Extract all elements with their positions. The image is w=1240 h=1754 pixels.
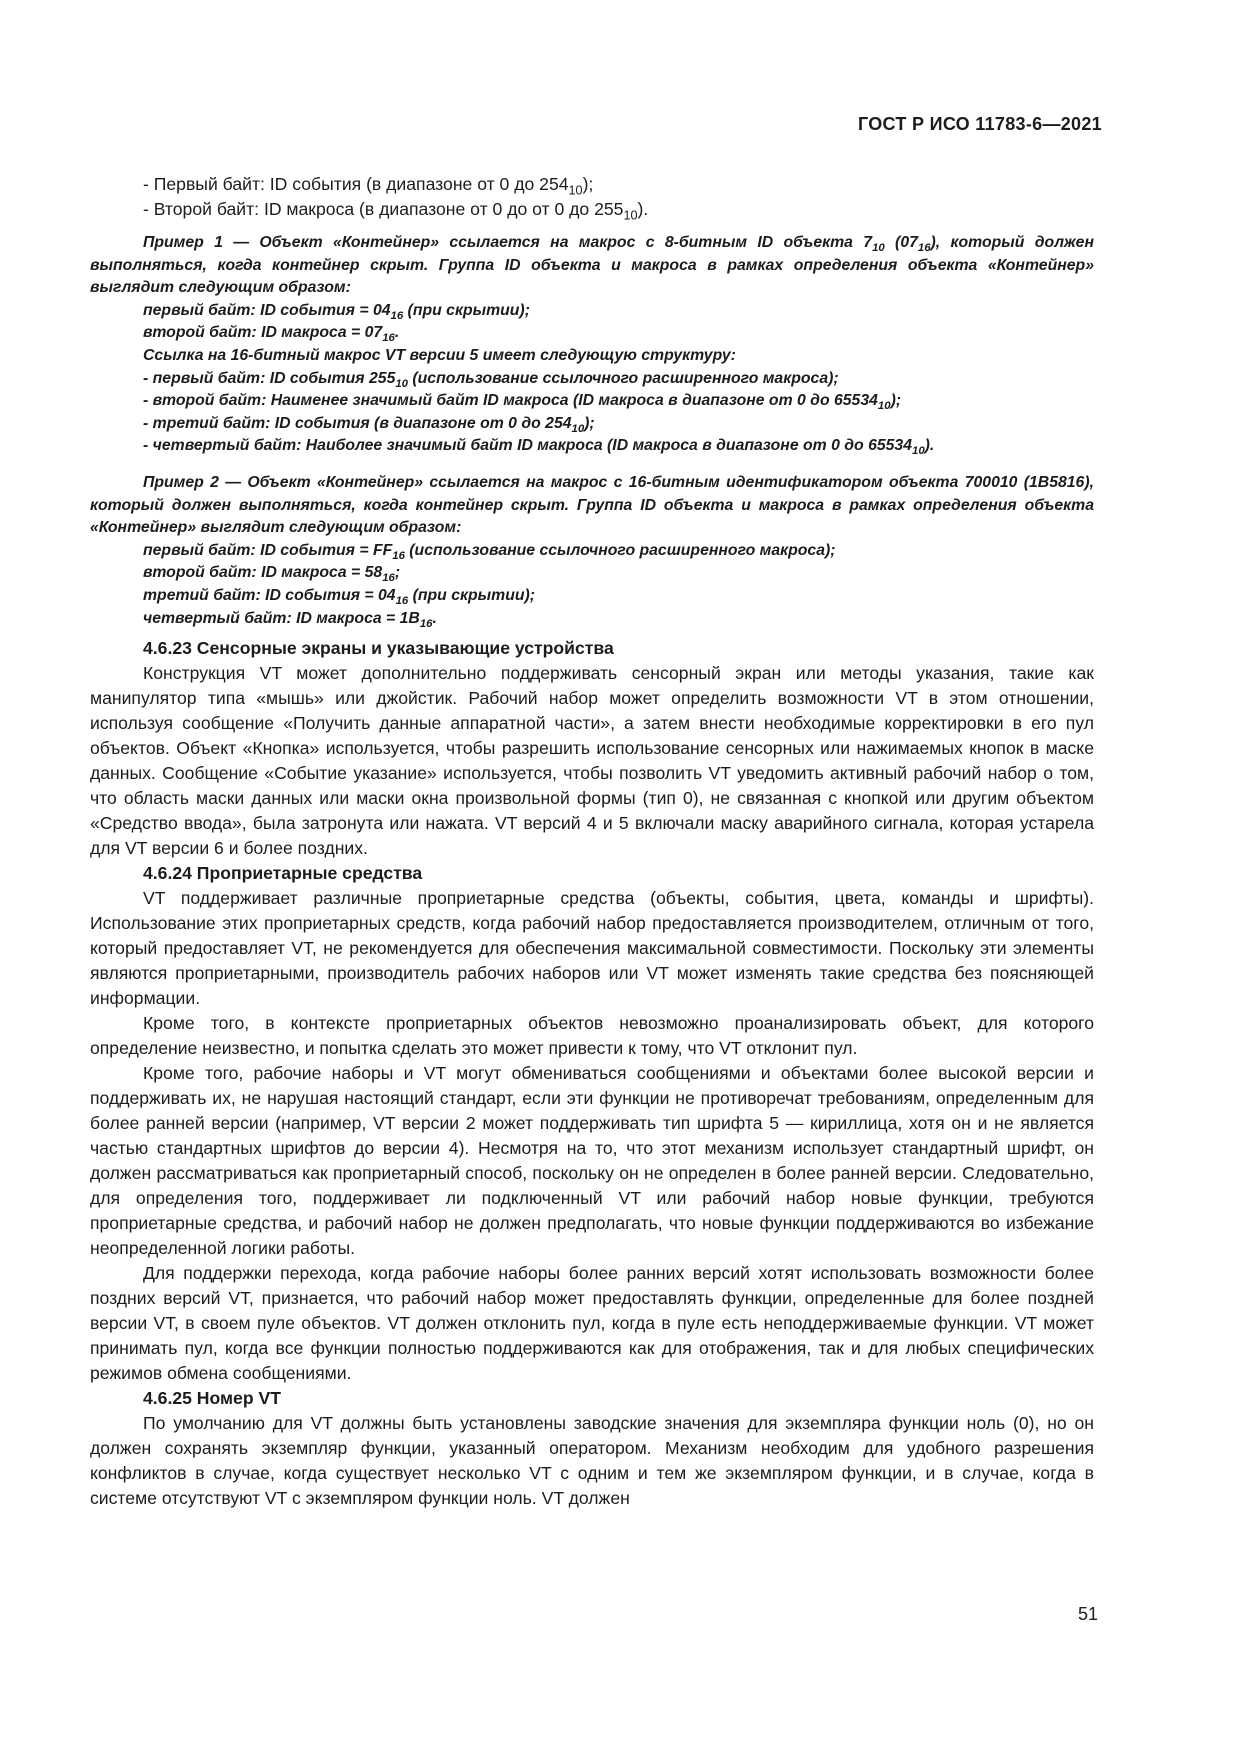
example-line: третий байт: ID события = $04_{16}$ (при скрытии); — [143, 586, 536, 608]
section-4-6-23 — [90, 636, 1094, 861]
example-1-lines — [90, 300, 1094, 458]
section-heading: 4.6.24 Проприетарные средства — [143, 863, 423, 884]
example-line: - первый байт: ID события $255_{10}$ (использование ссылочного расширенного макроса); — [143, 369, 839, 390]
example-2-intro: Пример 2 — Объект «Контейнер» ссылается на макрос с 16-битным идентификатором объекта 700010 (1B5816), который должен выполняться, когда контейнер скрыт. Группа ID объекта и макроса в рамках определения объекта «Контейнер» выглядит следующим образом: — [90, 473, 1094, 537]
intro-list — [90, 172, 1094, 222]
paragraph: Для поддержки перехода, когда рабочие наборы более ранних версий хотят использовать возможности более поздних версий VT, признается, что рабочий набор может предоставлять функции, определенные для более поздней версии VT, в своем пуле объектов. VT должен отклонить пул, когда в пуле есть неподдерживаемые функции. VT может принимать пул, когда все функции полностью поддерживаются как для отображения, так и для любых специфических режимов обмена сообщениями. — [90, 1263, 1094, 1384]
example-line: второй байт: ID макроса = $58_{16}$; — [143, 564, 401, 585]
paragraph: Кроме того, рабочие наборы и VT могут обмениваться сообщениями и объектами более высокой версии и поддерживать их, не нарушая настоящий стандарт, если эти функции не противоречат требованиям, определенным для более ранней версии (например, VT версии 2 может поддерживать тип шрифта 5 — кириллица, хотя он и не является частью стандартных шрифтов до версии 4). Несмотря на то, что этот механизм использует стандартный шрифт, он должен рассматриваться как проприетарный способ, поскольку он не определен в более ранней версии. Следовательно, для определения того, поддерживает ли подключенный VT или рабочий набор новые функции, требуются проприетарные средства, и рабочий набор не должен предполагать, что новые функции поддерживаются во избежание неопределенной логики работы. — [90, 1063, 1094, 1259]
example-line: - второй байт: Наименее значимый байт ID макроса (ID макроса в диапазоне от 0 до $65534_{10}$); — [143, 392, 902, 413]
paragraph: Конструкция VT может дополнительно поддерживать сенсорный экран или методы указания, такие как манипулятор типа «мышь» или джойстик. Рабочий набор может определить возможности VT в этом отношении, используя сообщение «Получить данные аппаратной части», а затем внести необходимые корректировки в его пул объектов. Объект «Кнопка» используется, чтобы разрешить использование сенсорных или нажимаемых кнопок в маске данных. Сообщение «Событие указание» используется, чтобы позволить VT уведомить активный рабочий набор о том, что область маски данных или маски окна произвольной формы (тип 0), не связанная с кнопкой или другим объектом «Средство ввода», была затронута или нажата. VT версий 4 и 5 включали маску аварийного сигнала, которая устарела для VT версии 6 и более поздних. — [90, 663, 1094, 859]
example-2 — [90, 472, 1094, 630]
section-4-6-25 — [90, 1386, 1094, 1511]
example-line: - третий байт: ID события (в диапазоне от 0 до $254_{10}$); — [143, 414, 595, 435]
section-heading: 4.6.25 Номер VT — [143, 1388, 281, 1409]
example-line: - четвертый байт: Наиболее значимый байт ID макроса (ID макроса в диапазоне от 0 до $65534_{10}$). — [143, 437, 935, 458]
example-line: Ссылка на 16-битный макрос VT версии 5 имеет следующую структуру: — [143, 346, 736, 364]
section-heading: 4.6.23 Сенсорные экраны и указывающие устройства — [143, 638, 614, 659]
list-item: - Первый байт: ID события (в диапазоне от 0 до $254_{10}$); — [143, 174, 594, 198]
paragraph: По умолчанию для VT должны быть установлены заводские значения для экземпляра функции ноль (0), но он должен сохранять экземпляр функции, указанный оператором. Механизм необходим для удобного разрешения конфликтов в случае, когда существует несколько VT с одним и тем же экземпляром функции, и в случае, когда в системе отсутствуют VT с экземпляром функции ноль. VT должен — [90, 1413, 1094, 1509]
page-content — [90, 172, 1094, 1511]
paragraph: Кроме того, в контексте проприетарных объектов невозможно проанализировать объект, для которого определение неизвестно, и попытка сделать это может привести к тому, что VT отклонит пул. — [90, 1013, 1094, 1059]
document-header: ГОСТ Р ИСО 11783-6—2021 — [857, 114, 1102, 134]
example-2-lines — [90, 540, 1094, 630]
example-1 — [90, 232, 1094, 458]
example-1-intro: Пример 1 — Объект «Контейнер» ссылается на макрос с 8-битным ID объекта $7_{10}$ $(07_{16})$, который должен выполняться, когда контейнер скрыт. Группа ID объекта и макроса в рамках определения объекта «Контейнер» выглядит следующим образом: — [90, 234, 1094, 297]
list-item: - Второй байт: ID макроса (в диапазоне от 0 до от 0 до $255_{10}$). — [143, 199, 649, 223]
example-line: первый байт: ID события = $04_{16}$ (при скрытии); — [143, 301, 530, 322]
example-line: второй байт: ID макроса = $07_{16}$. — [143, 324, 400, 345]
paragraph: VT поддерживает различные проприетарные средства (объекты, события, цвета, команды и шрифты). Использование этих проприетарных средств, когда рабочий набор предоставляется производителем, отличным от того, который предоставляет VT, не рекомендуется для обеспечения максимальной совместимости. Поскольку эти элементы являются проприетарными, производитель рабочих наборов или VT может изменять такие средства без поясняющей информации. — [90, 888, 1094, 1009]
page-number: 51 — [1077, 1604, 1098, 1624]
section-4-6-24 — [90, 861, 1094, 1386]
example-line: первый байт: ID события = $FF_{16}$ (использование ссылочного расширенного макроса); — [143, 541, 836, 562]
example-line: четвертый байт: ID макроса = $1B_{16}$. — [143, 609, 437, 630]
